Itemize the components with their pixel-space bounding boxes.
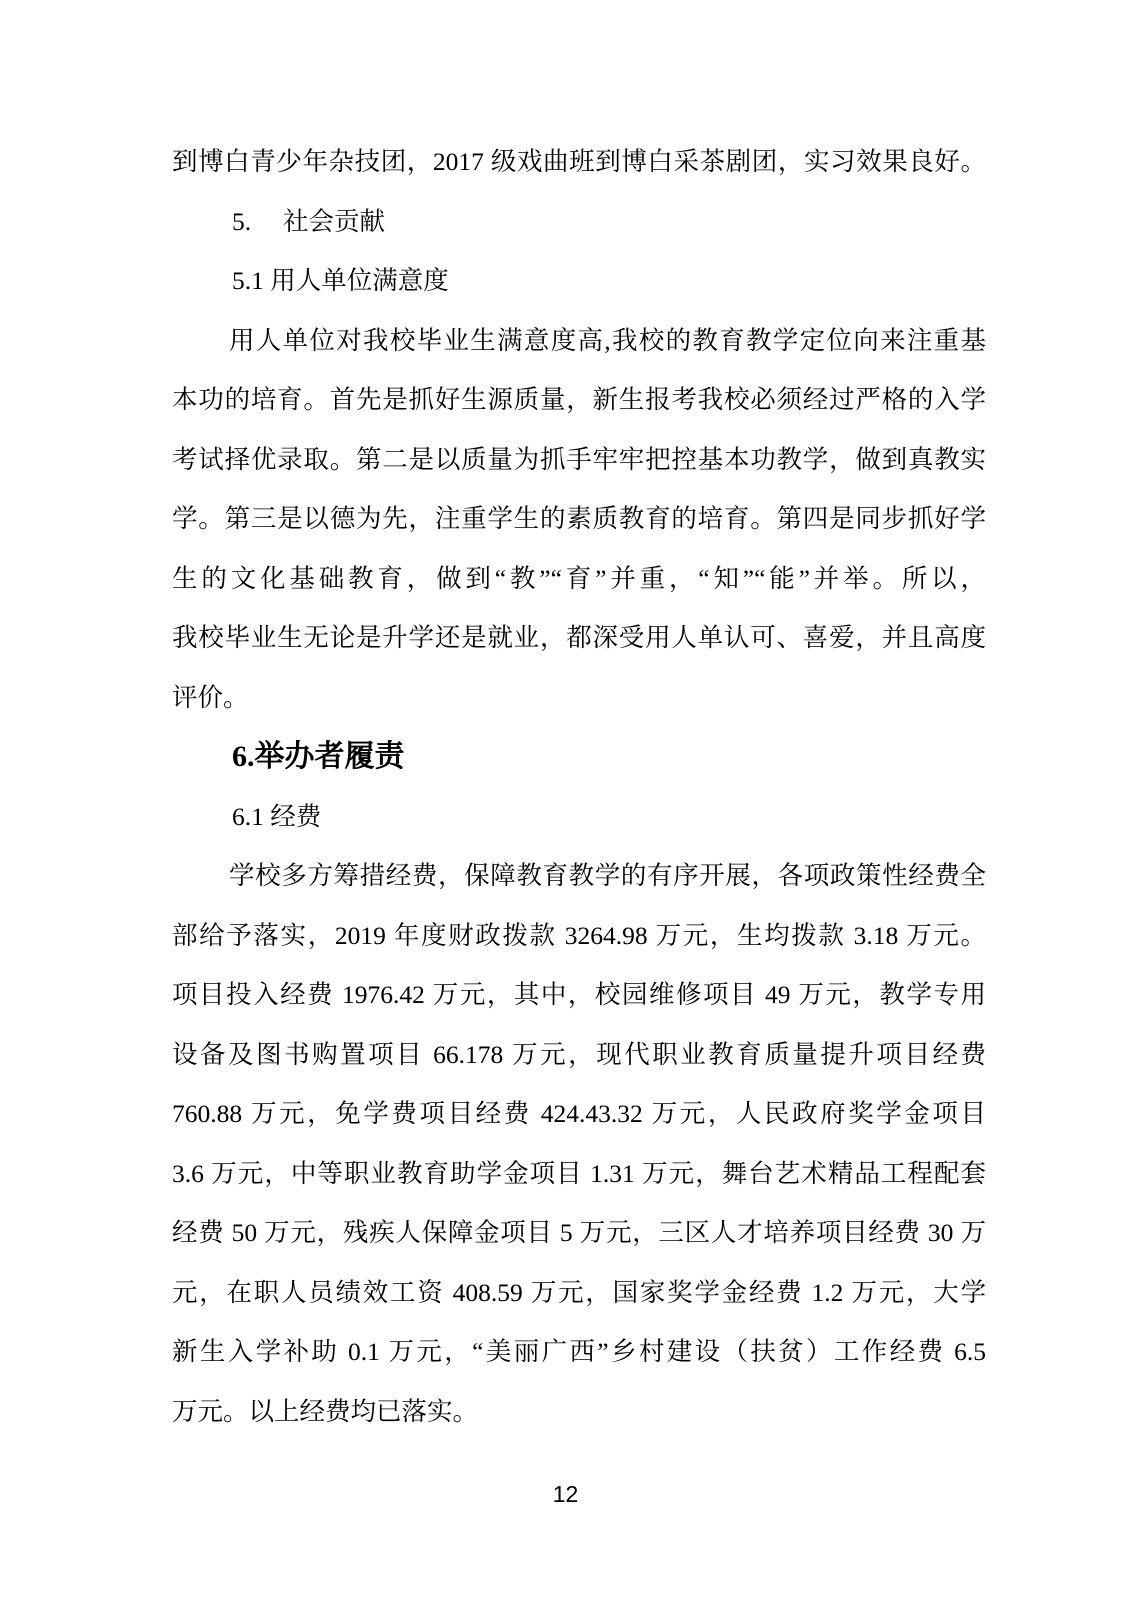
paragraph-funding-line: 学校多方筹措经费，保障教育教学的有序开展，各项政策性经费全	[229, 861, 986, 890]
paragraph-funding-line: 项目投入经费 1976.42 万元，其中，校园维修项目 49 万元，教学专用	[172, 980, 986, 1009]
paragraph-satisfaction-line: 用人单位对我校毕业生满意度高,我校的教育教学定位向来注重基	[229, 325, 986, 355]
paragraph-satisfaction-line: 本功的培育。首先是抓好生源质量，新生报考我校必须经过严格的入学	[172, 385, 986, 414]
paragraph-internship-tail-line: 到博白青少年杂技团，2017 级戏曲班到博白采茶剧团，实习效果良好。	[172, 147, 986, 176]
paragraph-satisfaction-line: 我校毕业生无论是升学还是就业，都深受用人单认可、喜爱，并且高度	[172, 623, 986, 652]
paragraph-funding-line: 设备及图书购置项目 66.178 万元，现代职业教育质量提升项目经费	[172, 1039, 986, 1069]
heading-6-organizer-duty: 6.举办者履责	[232, 740, 405, 773]
paragraph-funding-line: 元，在职人员绩效工资 408.59 万元，国家奖学金经费 1.2 万元，大学	[172, 1277, 986, 1307]
paragraph-satisfaction-line: 考试择优录取。第二是以质量为抓手牢牢把控基本功教学，做到真教实	[172, 444, 986, 474]
paragraph-satisfaction-line: 评价。	[172, 682, 249, 712]
heading-6-1-funding: 6.1 经费	[232, 801, 322, 831]
heading-5-1-employer-satisfaction: 5.1 用人单位满意度	[232, 266, 449, 295]
paragraph-satisfaction-line: 生的文化基础教育，做到“教”“育”并重，“知”“能”并举。所以，	[172, 563, 986, 593]
text-content	[172, 132, 986, 1441]
paragraph-funding-line: 万元。以上经费均已落实。	[172, 1396, 479, 1426]
paragraph-satisfaction-line: 学。第三是以德为先，注重学生的素质教育的培育。第四是同步抓好学	[172, 504, 986, 533]
paragraph-funding-line: 经费 50 万元，残疾人保障金项目 5 万元，三区人才培养项目经费 30 万	[172, 1218, 986, 1247]
paragraph-funding-line: 部给予落实，2019 年度财政拨款 3264.98 万元，生均拨款 3.18 万元。	[172, 920, 986, 950]
paragraph-funding-line: 3.6 万元，中等职业教育助学金项目 1.31 万元，舞台艺术精品工程配套	[172, 1158, 986, 1188]
paragraph-funding-line: 新生入学补助 0.1 万元，“美丽广西”乡村建设（扶贫）工作经费 6.5	[172, 1337, 986, 1366]
page-number: 12	[552, 1481, 579, 1507]
paragraph-funding-line: 760.88 万元，免学费项目经费 424.43.32 万元，人民政府奖学金项目	[172, 1099, 986, 1128]
heading-5-social-contribution: 5. 社会贡献	[232, 206, 386, 236]
